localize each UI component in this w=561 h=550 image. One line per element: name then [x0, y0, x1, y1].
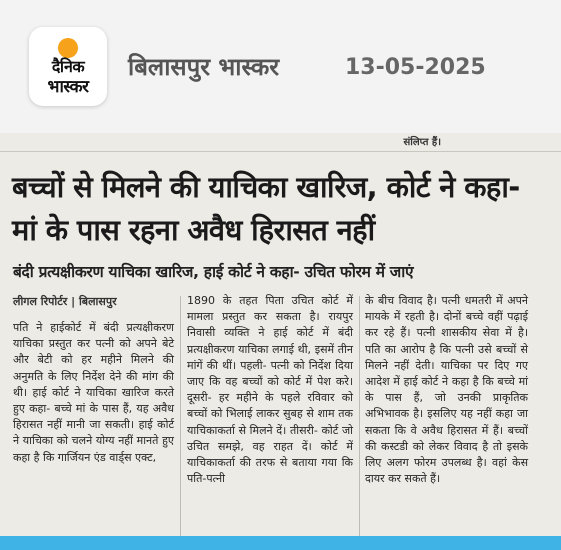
article-column-1: [13, 320, 174, 466]
column-3-text: के बीच विवाद है। पत्नी धमतरी में अपने मायके में रहती है। दोनों बच्चे वहीं पढ़ाई कर रहे हैं। पत्नी शासकीय सेवा में है। पति का आरोप है कि पत्नी उसे बच्चों से मिलने नहीं देती। याचिका पर दिए गए आदेश में हाई कोर्ट ने कहा है कि बच्चे मां के पास हैं, जो उनकी प्राकृतिक अभिभावक है। इसलिए यह नहीं कहा जा सकता कि वे अवैध हिरासत में हैं। बच्चों की कस्टडी को लेकर विवाद है तो इसके लिए अलग फोरम उपलब्ध है। वहां केस दायर कर सकते हैं।: [365, 294, 528, 486]
dainik-bhaskar-logo: [29, 27, 107, 106]
article-column-2: [187, 293, 353, 487]
article-column-3: [365, 293, 528, 487]
logo-text-line1: दैनिक: [51, 57, 85, 76]
column-2-text: 1890 के तहत पिता उचित कोर्ट में मामला प्रस्तुत कर सकता है। रायपुर निवासी व्यक्ति ने हाई कोर्ट में बंदी प्रत्यक्षीकरण याचिका लगाई थी, इसमें तीन मांगें की थीं। पहली- पत्नी को निर्देश दिया जाए कि वह बच्चों को कोर्ट में पेश करे। दूसरी- हर महीने के पहले रविवार को बच्चों को भिलाई लाकर सुबह से शाम तक याचिकाकर्ता से मिलने दें। तीसरी- कोर्ट जो उचित समझे, वह राहत दें। कोर्ट में याचिकाकर्ता की तरफ से बताया गया कि पति-पत्नी: [187, 294, 353, 486]
column-1-text: पति ने हाईकोर्ट में बंदी प्रत्यक्षीकरण याचिका प्रस्तुत कर पत्नी को अपने बेटे और बेटी को हर महीने मिलने की अनुमति के लिए निर्देश देने की मांग की थी। हाई कोर्ट ने याचिका खारिज करते हुए कहा- बच्चे मां के पास हैं, यह अवैध हिरासत नहीं मानी जा सकती। हाई कोर्ट ने याचिका को चलने योग्य नहीं मानते हुए कहा है कि गार्जियन एंड वार्ड्स एक्ट,: [13, 321, 174, 464]
logo-text-line2: भास्कर: [47, 77, 89, 97]
column-divider: [359, 296, 360, 536]
publication-date: 13-05-2025: [345, 55, 486, 80]
article-byline: लीगल रिपोर्टर | बिलासपुर: [13, 295, 117, 308]
newspaper-clipping: [0, 133, 561, 550]
article-subheadline: बंदी प्रत्यक्षीकरण याचिका खारिज, हाई कोर्ट ने कहा- उचित फोरम में जाएं: [13, 263, 414, 281]
publication-header: [0, 0, 561, 133]
divider: [0, 151, 561, 152]
bottom-color-bar: [0, 536, 561, 550]
previous-article-fragment: संलिप्त हैं।: [403, 137, 441, 148]
publication-name: बिलासपुर भास्कर: [128, 53, 280, 81]
article-headline: बच्चों से मिलने की याचिका खारिज, कोर्ट ने कहा- मां के पास रहना अवैध हिरासत नहीं: [12, 170, 520, 247]
column-divider: [180, 296, 181, 536]
